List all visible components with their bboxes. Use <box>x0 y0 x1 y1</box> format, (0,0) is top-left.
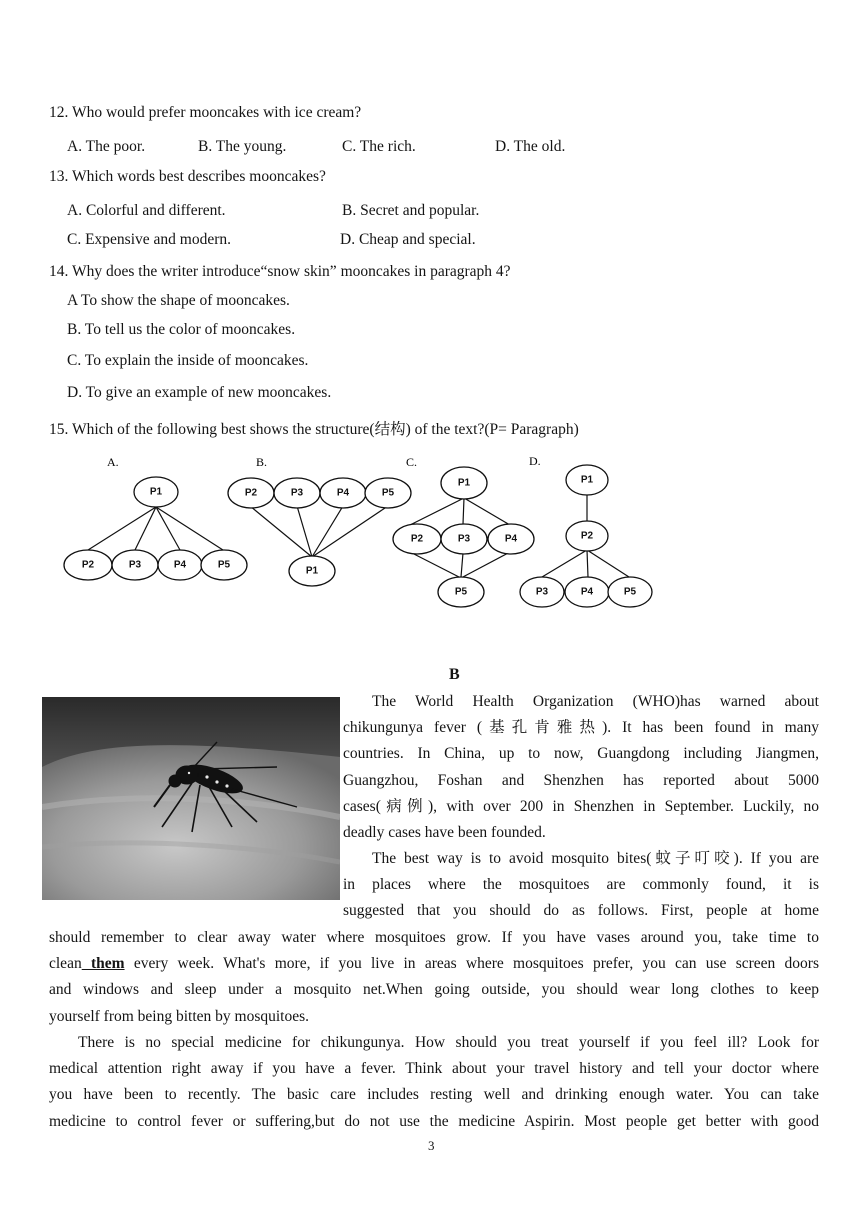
p1-line-2: chikungunya fever (基孔肯雅热). It has been found in many <box>343 719 819 737</box>
p2-line-3: suggested that you should do as follows. First, people at home <box>343 902 819 920</box>
p3-line-4: medicine to control fever or suffering,but do not use the medicine Aspirin. Most people get better with good <box>49 1112 819 1130</box>
a-label-p5: P5 <box>217 559 231 571</box>
structure-diagrams-svg <box>55 450 675 620</box>
d-label-p4: P4 <box>580 586 594 598</box>
q13-option-c[interactable]: C. Expensive and modern. <box>67 231 232 248</box>
p1-line-5: cases(病例), with over 200 in Shenzhen in September. Luckily, no <box>343 797 819 815</box>
c-label-p1: P1 <box>457 477 471 489</box>
d-label-p1: P1 <box>580 474 594 486</box>
q12-option-d[interactable]: D. The old. <box>495 138 566 155</box>
structure-diagrams <box>55 450 675 620</box>
a-label-p3: P3 <box>128 559 142 571</box>
p2-them-underlined: them <box>81 955 125 973</box>
b-label-p2: P2 <box>244 487 258 499</box>
p3-line-3: you have been to recently. The basic care includes resting well and drinking enough water. You can take <box>49 1086 819 1104</box>
b-label-p4: P4 <box>336 487 350 499</box>
q13-option-d[interactable]: D. Cheap and special. <box>340 231 476 248</box>
p2-line-7: yourself from being bitten by mosquitoes. <box>49 1007 310 1025</box>
p1-line-4: Guangzhou, Foshan and Shenzhen has reported about 5000 <box>343 771 819 789</box>
a-label-p2: P2 <box>81 559 95 571</box>
passage-paragraph-3 <box>49 1030 819 1135</box>
passage-paragraph-2-wide <box>49 925 819 1030</box>
p2-clean-before: clean <box>49 955 82 973</box>
q14-option-b[interactable]: B. To tell us the color of mooncakes. <box>67 321 296 338</box>
p2-line-5 <box>49 951 819 977</box>
b-label-p3: P3 <box>290 487 304 499</box>
diagram-letter-b: B. <box>256 455 268 469</box>
d-label-p5: P5 <box>623 586 637 598</box>
question-14-stem: 14. Why does the writer introduce“snow skin” mooncakes in paragraph 4? <box>49 263 511 280</box>
p2-line-1: The best way is to avoid mosquito bites(蚊子叮咬). If you are <box>372 850 819 867</box>
mosquito-photo <box>42 697 340 900</box>
diagram-letter-a: A. <box>107 455 119 469</box>
b-label-p5: P5 <box>381 487 395 499</box>
q14-option-d[interactable]: D. To give an example of new mooncakes. <box>67 384 332 401</box>
c-label-p5: P5 <box>454 586 468 598</box>
p2-clean-after: every week. What's more, if you live in areas where mosquitoes prefer, you can use screen doors <box>124 955 819 973</box>
p2-line-6: and windows and sleep under a mosquito net.When going outside, you should wear long clothes to keep <box>49 981 819 999</box>
question-13-stem: 13. Which words best describes mooncakes? <box>49 168 326 185</box>
passage-paragraph-2-narrow <box>343 846 819 925</box>
p2-line-2: in places where the mosquitoes are commonly found, it is <box>343 876 819 894</box>
diagram-letter-d: D. <box>529 454 541 468</box>
q12-option-c[interactable]: C. The rich. <box>342 138 416 155</box>
d-label-p2: P2 <box>580 530 594 542</box>
q12-option-b[interactable]: B. The young. <box>198 138 287 155</box>
a-label-p4: P4 <box>173 559 187 571</box>
question-12-stem: 12. Who would prefer mooncakes with ice cream? <box>49 104 362 121</box>
c-label-p2: P2 <box>410 533 424 545</box>
p1-line-3: countries. In China, up to now, Guangdong including Jiangmen, <box>343 745 819 763</box>
p3-line-2: medical attention right away if you have a fever. Think about your travel history and tell your doctor where <box>49 1060 819 1078</box>
q13-option-a[interactable]: A. Colorful and different. <box>67 202 226 219</box>
p1-line-6: deadly cases have been founded. <box>343 823 546 841</box>
mosquito-photo-svg <box>42 697 340 900</box>
c-label-p4: P4 <box>504 533 518 545</box>
q13-option-b[interactable]: B. Secret and popular. <box>342 202 480 219</box>
p3-line-1: There is no special medicine for chikungunya. How should you treat yourself if you feel ill? Look for <box>78 1034 819 1051</box>
p1-line-1: The World Health Organization (WHO)has warned about <box>372 693 819 710</box>
q14-option-a[interactable]: A To show the shape of mooncakes. <box>67 292 290 309</box>
d-label-p3: P3 <box>535 586 549 598</box>
diagram-letter-c: C. <box>406 455 418 469</box>
a-label-p1: P1 <box>149 486 163 498</box>
passage-paragraph-1 <box>343 689 819 846</box>
b-label-p1: P1 <box>305 565 319 577</box>
q12-option-a[interactable]: A. The poor. <box>67 138 146 155</box>
page-number: 3 <box>428 1138 435 1153</box>
question-15-stem: 15. Which of the following best shows the structure(结构) of the text?(P= Paragraph) <box>49 421 579 438</box>
p2-line-4: should remember to clear away water where mosquitoes grow. If you have vases around you, take time to <box>49 929 819 946</box>
section-title: B <box>449 666 460 683</box>
q14-option-c[interactable]: C. To explain the inside of mooncakes. <box>67 352 309 369</box>
c-label-p3: P3 <box>457 533 471 545</box>
